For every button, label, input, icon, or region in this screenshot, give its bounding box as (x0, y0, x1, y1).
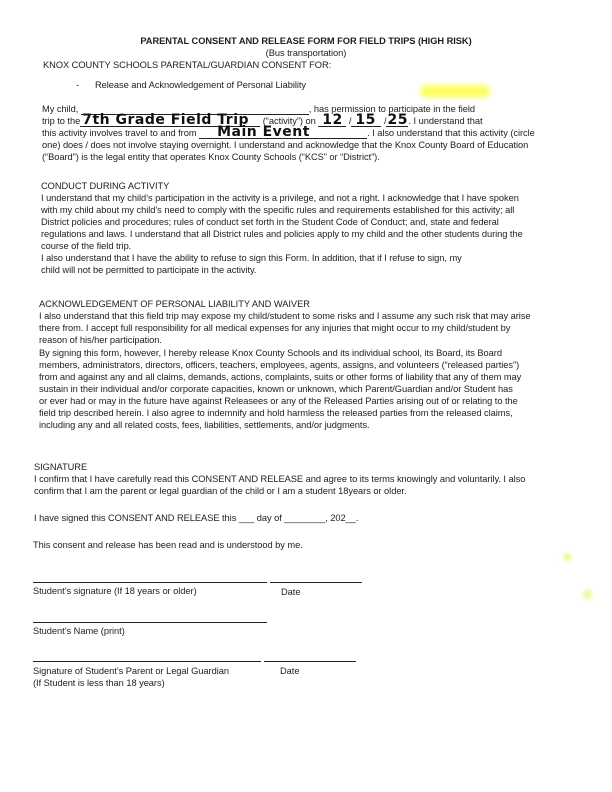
intro-text: (“activity”) on (262, 116, 316, 126)
intro-text: this activity involves travel to and from (42, 128, 197, 138)
signature-line: I confirm that I have carefully read this CONSENT AND RELEASE and agree to its terms knowingly and voluntarily. I also (34, 474, 526, 484)
waiver-line: there from. I accept full responsibility for all medical expenses for any injuries that might occur to my child/student by (39, 323, 511, 333)
guardian-date-line[interactable] (264, 661, 356, 662)
student-signature-label: Student’s signature (If 18 years or older) (33, 586, 197, 596)
student-signature-line[interactable] (33, 582, 267, 583)
waiver-heading: ACKNOWLEDGEMENT OF PERSONAL LIABILITY AND WAIVER (39, 299, 310, 309)
student-date-line[interactable] (270, 582, 362, 583)
bullet-item: Release and Acknowledgement of Personal Liability (95, 80, 306, 90)
date-separator: / (348, 116, 352, 126)
waiver-line: sustain in their individual and/or corporate capacities, known or unknown, which Parent/Guardian and/or Student has (39, 384, 513, 394)
waiver-line: field trip described herein. I also agree to indemnify and hold harmless the released parties from the released claims, (39, 408, 513, 418)
student-name-label: Student’s Name (print) (33, 626, 125, 636)
conduct-line: District policies and procedures; rules of conduct set forth in the Student Code of Conduct; and, state and federal (41, 217, 499, 227)
student-name-line[interactable] (33, 622, 267, 623)
intro-text: . I also understand that this activity (circle (367, 128, 535, 138)
intro-text: My child, (42, 104, 79, 114)
intro-line-3 (42, 124, 535, 140)
date-year-field[interactable]: 25 (387, 112, 408, 128)
conduct-line: course of the field trip. (41, 241, 132, 251)
conduct-line: I understand that my child’s participation in the activity is a privilege, and not a right. I acknowledge that I have spoken (41, 193, 519, 203)
trip-name-field[interactable]: 7th Grade Field Trip (80, 116, 260, 127)
understood-statement: This consent and release has been read and is understood by me. (33, 540, 303, 550)
conduct-line: regulations and laws. I understand that all District rules and policies apply to my child and the other students during the (41, 229, 523, 239)
guardian-signature-line[interactable] (33, 661, 261, 662)
waiver-line: I also understand that this field trip may expose my child/student to some risks and I assume any such risk that may arise (39, 311, 531, 321)
guardian-date-label: Date (280, 666, 300, 676)
date-separator: / (383, 116, 387, 126)
conduct-line: with my child about my child’s need to comply with the specific rules and requirements established for this activity; all (41, 205, 515, 215)
waiver-line: reason of his/her participation. (39, 335, 162, 345)
guardian-note: (If Student is less than 18 years) (33, 678, 165, 688)
date-month-field[interactable]: 12 (318, 116, 346, 127)
intro-text: . I understand that (408, 116, 483, 126)
signature-heading: SIGNATURE (34, 462, 88, 472)
student-date-label: Date (281, 587, 301, 597)
intro-line-5: (“Board”) is the legal entity that operates Knox County Schools (“KCS” or “District”). (42, 152, 380, 162)
intro-text: , has permission to participate in the field (308, 104, 476, 114)
signature-line: confirm that I am the parent or legal guardian of the child or I am a student 18years or older. (34, 486, 407, 496)
signed-date-line[interactable]: I have signed this CONSENT AND RELEASE this ___ day of ________, 202__. (34, 513, 359, 523)
conduct-heading: CONDUCT DURING ACTIVITY (41, 181, 170, 191)
waiver-line: By signing this form, however, I hereby release Knox County Schools and its individual school, its Board, its Board (39, 348, 502, 358)
guardian-signature-label: Signature of Student’s Parent or Legal Guardian (33, 666, 229, 676)
intro-text: trip to the (42, 116, 81, 126)
conduct-line: child will not be permitted to participate in the activity. (41, 265, 257, 275)
consent-for-heading: KNOX COUNTY SCHOOLS PARENTAL/GUARDIAN CONSENT FOR: (43, 60, 332, 70)
form-subtitle: (Bus transportation) (265, 48, 347, 58)
intro-line-4: one) does / does not involve staying overnight. I understand and acknowledge that the Knox County Board of Education (42, 140, 529, 150)
waiver-line: or ever had or may in the future have against Releasees or any of the Released Parties arising out of or relating to the (39, 396, 518, 406)
bullet-marker: - (76, 80, 80, 90)
highlighter-mark (420, 85, 490, 97)
date-day-field[interactable]: 15 (351, 116, 381, 127)
waiver-line: including any and all related costs, fees, liabilities, settlements, and/or judgments. (39, 420, 370, 430)
waiver-line: from and against any and all claims, demands, actions, complaints, suits or other forms of liability that any of them may (39, 372, 522, 382)
highlighter-speck (583, 590, 592, 599)
waiver-line: members, administrators, directors, officers, teachers, employees, agents, assigns, and volunteers (“released parties”) (39, 360, 520, 370)
conduct-line: I also understand that I have the ability to refuse to sign this Form. In addition, that if I refuse to sign, my (41, 253, 462, 263)
form-title: PARENTAL CONSENT AND RELEASE FORM FOR FIELD TRIPS (HIGH RISK) (140, 36, 472, 46)
highlighter-speck (563, 553, 571, 561)
travel-location-field[interactable]: Main Event (199, 128, 367, 139)
